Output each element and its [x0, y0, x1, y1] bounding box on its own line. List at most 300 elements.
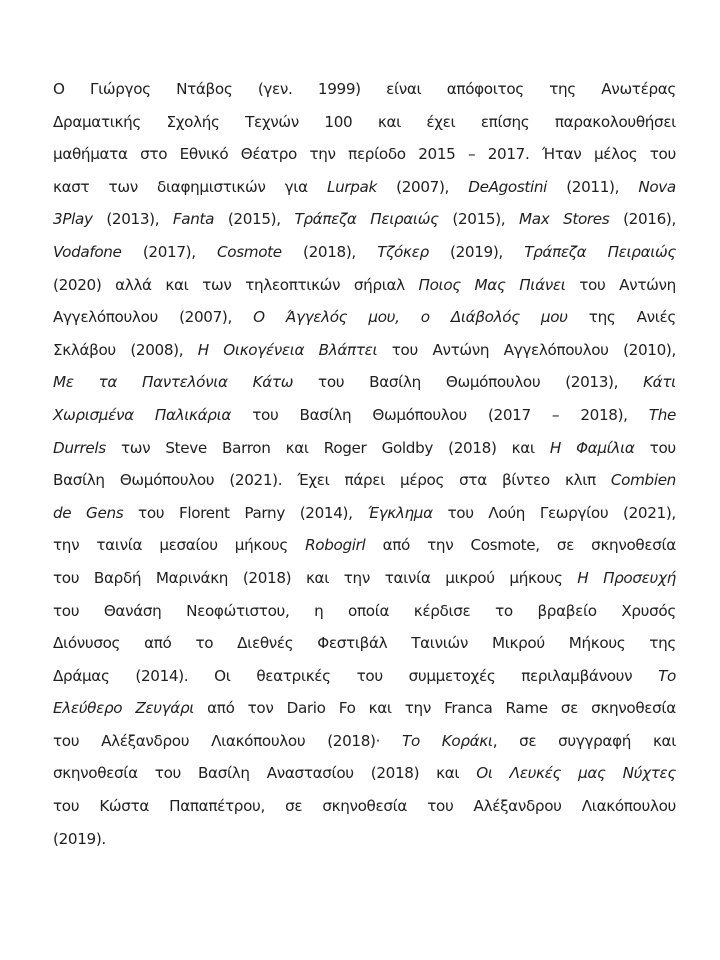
- word: [327, 725, 380, 758]
- text-run: απόφοιτος: [446, 80, 524, 98]
- word: [309, 138, 335, 171]
- italic-title: Χωρισμένα: [53, 405, 134, 424]
- word: [214, 660, 230, 693]
- word: [96, 529, 142, 562]
- line-words: [53, 138, 676, 171]
- word: [578, 757, 606, 790]
- word: [577, 562, 588, 595]
- text-run: (2021).: [229, 471, 283, 490]
- word: [173, 203, 214, 236]
- line-words: [53, 399, 676, 432]
- text-run: και: [165, 275, 189, 294]
- word: [286, 301, 347, 334]
- text-run: (2017),: [142, 242, 196, 261]
- text-run: Μικρού: [491, 634, 545, 653]
- word: [165, 269, 188, 302]
- line-words: [53, 73, 676, 106]
- italic-title: Πιάνει: [519, 275, 566, 294]
- word: [267, 757, 354, 790]
- word: [542, 138, 581, 171]
- text-run: (2008),: [130, 340, 184, 359]
- text-line: [53, 203, 676, 236]
- word: [519, 269, 565, 302]
- word: [207, 692, 234, 725]
- text-run: Λούη: [488, 503, 526, 522]
- word: [558, 725, 631, 758]
- text-run: Steve: [165, 438, 207, 457]
- text-run: του: [53, 731, 80, 750]
- italic-title: Άγγελός: [285, 308, 348, 327]
- text-run: σε: [560, 699, 579, 718]
- italic-title: Η: [577, 568, 589, 587]
- text-run: μήκους: [509, 568, 563, 587]
- word: [253, 301, 265, 334]
- text-run: (2018),: [303, 242, 356, 261]
- word: [99, 790, 149, 823]
- word: [565, 366, 618, 399]
- text-run: (2007),: [396, 177, 450, 196]
- text-run: (2018): [242, 568, 292, 587]
- word: [502, 464, 550, 497]
- text-run: τον: [247, 699, 274, 718]
- text-run: Μαρινάκη: [155, 568, 229, 587]
- word: [159, 529, 217, 562]
- text-run: Florent: [178, 503, 230, 522]
- text-run: (2011),: [566, 177, 620, 196]
- text-run: πάρει: [344, 471, 385, 490]
- word: [115, 269, 152, 302]
- italic-title: Durrels: [53, 438, 106, 457]
- text-run: 2017.: [487, 145, 530, 164]
- text-run: Ήταν: [541, 145, 582, 164]
- italic-title: Η: [197, 340, 209, 359]
- word: [576, 432, 634, 465]
- text-run: ταινία: [384, 568, 431, 587]
- text-run: Δράμας: [53, 666, 110, 685]
- text-run: σκηνοθεσία: [322, 797, 408, 816]
- italic-title: Το: [402, 731, 420, 750]
- italic-title: Η: [549, 438, 561, 457]
- word: [594, 138, 637, 171]
- word: [303, 236, 356, 269]
- text-run: στα: [459, 471, 487, 490]
- italic-title: Με: [53, 373, 74, 392]
- word: [90, 73, 151, 106]
- text-run: των: [202, 275, 232, 294]
- word: [565, 464, 596, 497]
- text-line: [53, 692, 676, 725]
- text-run: βραβείο: [537, 601, 597, 620]
- word: [649, 399, 676, 432]
- text-run: κέρδισε: [413, 601, 471, 620]
- word: [144, 627, 171, 660]
- line-words: [53, 562, 676, 595]
- word: [305, 529, 365, 562]
- word: [623, 203, 676, 236]
- text-run: (2007),: [179, 308, 232, 327]
- word: [541, 301, 568, 334]
- italic-title: μου,: [368, 308, 400, 327]
- word: [53, 399, 134, 432]
- text-run: και: [511, 438, 535, 457]
- word: [409, 660, 496, 693]
- text-run: Αλέξανδρου: [101, 731, 190, 750]
- word: [235, 529, 288, 562]
- word: [202, 269, 231, 302]
- word: [186, 595, 289, 628]
- text-run: Κώστα: [99, 797, 150, 816]
- text-run: Parny: [244, 503, 285, 522]
- text-run: ,: [492, 731, 498, 750]
- line-words: [53, 757, 676, 790]
- word: [223, 334, 304, 367]
- word: [53, 301, 158, 334]
- word: [450, 236, 503, 269]
- text-run: (2021),: [623, 503, 676, 522]
- word: [53, 562, 79, 595]
- text-run: Dario: [286, 699, 326, 718]
- word: [53, 106, 141, 139]
- text-run: (2018)·: [327, 731, 381, 750]
- word: [258, 73, 293, 106]
- word: [370, 203, 438, 236]
- word: [198, 334, 209, 367]
- word: [241, 138, 297, 171]
- word: [552, 399, 559, 432]
- text-run: Ανιές: [636, 308, 676, 327]
- text-run: του: [356, 666, 383, 685]
- italic-title: Max: [519, 210, 550, 229]
- text-run: μαθήματα: [53, 145, 128, 164]
- word: [285, 171, 308, 204]
- text-run: (γεν.: [257, 80, 293, 98]
- text-run: και: [305, 568, 330, 587]
- word: [165, 432, 207, 465]
- line-words: [53, 301, 676, 334]
- italic-title: Φαμίλια: [576, 438, 635, 457]
- text-run: κλιπ: [564, 471, 596, 490]
- text-run: (2017: [487, 405, 531, 424]
- text-run: Μήκους: [568, 634, 626, 653]
- word: [53, 725, 79, 758]
- text-run: παρακολουθήσει: [554, 112, 676, 131]
- text-run: βίντεο: [501, 471, 550, 490]
- italic-title: Πειραιώς: [370, 210, 439, 229]
- text-line: [53, 432, 676, 465]
- word: [603, 562, 676, 595]
- word: [120, 464, 214, 497]
- text-run: Χρυσός: [621, 601, 676, 620]
- italic-title: Combien: [610, 471, 676, 490]
- word: [53, 627, 120, 660]
- text-run: από: [207, 699, 235, 718]
- word: [621, 595, 676, 628]
- word: [421, 301, 430, 334]
- word: [372, 399, 466, 432]
- text-run: σκηνοθεσία: [591, 699, 676, 718]
- text-run: –: [551, 405, 560, 424]
- word: [470, 529, 539, 562]
- word: [53, 529, 79, 562]
- italic-title: ο: [420, 308, 430, 327]
- word: [245, 269, 340, 302]
- word: [195, 627, 213, 660]
- text-run: το: [495, 601, 513, 620]
- text-line: [53, 138, 676, 171]
- line-words: [53, 790, 676, 823]
- text-line: [53, 301, 676, 334]
- text-run: μεσαίου: [159, 536, 218, 555]
- text-run: και: [368, 699, 392, 718]
- line-words: [53, 627, 676, 660]
- text-run: Ανωτέρας: [601, 80, 676, 98]
- word: [294, 203, 356, 236]
- word: [179, 301, 232, 334]
- line-words: [53, 171, 676, 204]
- text-run: Franca: [444, 699, 493, 718]
- text-run: περιλαμβάνουν: [521, 666, 633, 685]
- italic-title: Vodafone: [53, 242, 122, 261]
- word: [549, 73, 576, 106]
- text-run: (2018): [448, 438, 497, 457]
- word: [244, 497, 285, 530]
- word: [86, 497, 123, 530]
- word: [348, 138, 406, 171]
- text-run: Γιώργος: [90, 80, 151, 98]
- word: [550, 432, 561, 465]
- word: [446, 366, 540, 399]
- biography-paragraph: [53, 73, 676, 855]
- word: [650, 138, 676, 171]
- text-run: σκηνοθεσία: [53, 764, 138, 783]
- word: [53, 236, 122, 269]
- word: [166, 106, 219, 139]
- word: [318, 73, 361, 106]
- word: [521, 660, 632, 693]
- text-run: συμμετοχές: [408, 666, 496, 685]
- line-words: [53, 334, 676, 367]
- word: [601, 73, 676, 106]
- word: [510, 757, 561, 790]
- word: [135, 660, 188, 693]
- text-run: Θωμόπουλου: [372, 405, 467, 424]
- italic-title: Οικογένεια: [223, 340, 305, 359]
- italic-title: μου: [540, 308, 568, 327]
- word: [217, 236, 282, 269]
- text-run: μικρού: [445, 568, 495, 587]
- text-run: το: [195, 634, 214, 653]
- italic-title: Ποιος: [418, 275, 461, 294]
- word: [368, 301, 399, 334]
- line-words: [53, 236, 676, 269]
- word: [475, 269, 506, 302]
- word: [344, 562, 370, 595]
- italic-title: Βλάπτει: [318, 340, 378, 359]
- word: [419, 269, 461, 302]
- word: [481, 106, 530, 139]
- text-run: Rame: [505, 699, 548, 718]
- word: [658, 660, 676, 693]
- text-run: Σχολής: [166, 112, 220, 131]
- word: [382, 432, 433, 465]
- text-run: Fo: [338, 699, 356, 718]
- word: [611, 464, 676, 497]
- text-run: του: [318, 373, 345, 392]
- word: [140, 138, 167, 171]
- italic-title: Ελεύθερο: [53, 699, 123, 718]
- word: [142, 366, 228, 399]
- text-run: –: [467, 145, 476, 164]
- word: [623, 497, 676, 530]
- text-run: του: [53, 568, 80, 587]
- word: [286, 432, 309, 465]
- text-run: του: [53, 601, 80, 620]
- word: [591, 529, 676, 562]
- word: [53, 464, 105, 497]
- italic-title: Ζευγάρι: [135, 699, 195, 718]
- word: [447, 73, 524, 106]
- word: [106, 203, 159, 236]
- word: [228, 203, 281, 236]
- line-words: [53, 366, 676, 399]
- word: [402, 725, 420, 758]
- italic-title: Fanta: [172, 210, 215, 229]
- text-run: Ντάβος: [176, 80, 233, 98]
- text-run: μέλος: [593, 145, 638, 164]
- text-run: ταινία: [96, 536, 143, 555]
- text-run: του: [649, 438, 676, 457]
- text-run: Έχει: [297, 471, 330, 490]
- word: [468, 171, 547, 204]
- word: [53, 757, 138, 790]
- word: [426, 106, 455, 139]
- italic-title: μας: [578, 764, 606, 783]
- text-run: (2019).: [53, 829, 106, 848]
- text-run: Αγγελόπουλου: [503, 340, 609, 359]
- word: [506, 692, 548, 725]
- word: [579, 269, 605, 302]
- word: [53, 497, 71, 530]
- word: [445, 562, 494, 595]
- italic-title: DeAgostini: [468, 177, 548, 196]
- word: [451, 301, 520, 334]
- word: [53, 692, 122, 725]
- text-run: του: [138, 503, 165, 522]
- text-run: Νεοφώτιστου,: [186, 601, 290, 620]
- word: [138, 497, 164, 530]
- text-run: Εθνικό: [179, 145, 229, 164]
- text-run: τηλεοπτικών: [245, 275, 341, 294]
- word: [649, 627, 676, 660]
- italic-title: Gens: [86, 503, 124, 522]
- word: [53, 138, 128, 171]
- word: [285, 790, 302, 823]
- text-run: και: [377, 112, 401, 131]
- text-run: έχει: [426, 112, 456, 131]
- word: [459, 464, 487, 497]
- word: [53, 73, 65, 106]
- text-run: του: [53, 797, 80, 816]
- text-run: μέρος: [400, 471, 445, 490]
- word: [367, 497, 432, 530]
- word: [444, 692, 492, 725]
- word: [345, 464, 385, 497]
- italic-title: Μας: [474, 275, 506, 294]
- line-words: [53, 725, 676, 758]
- word: [94, 562, 141, 595]
- text-line: [53, 236, 676, 269]
- text-run: Τεχνών: [245, 112, 299, 131]
- text-run: για: [284, 177, 308, 196]
- text-run: Θωμόπουλου: [119, 471, 215, 490]
- text-run: Goldby: [381, 438, 434, 457]
- word: [476, 757, 492, 790]
- text-run: Διεθνές: [237, 634, 294, 653]
- word: [427, 529, 453, 562]
- word: [512, 432, 535, 465]
- word: [256, 660, 330, 693]
- text-line: [53, 106, 676, 139]
- text-line: [53, 366, 676, 399]
- word: [492, 627, 545, 660]
- text-run: και: [652, 731, 676, 750]
- word: [53, 790, 79, 823]
- text-run: του: [154, 764, 181, 783]
- word: [306, 562, 329, 595]
- word: [53, 269, 101, 302]
- text-run: (2015),: [227, 210, 281, 229]
- text-run: (2013),: [106, 210, 160, 229]
- word: [385, 562, 431, 595]
- word: [243, 562, 291, 595]
- italic-title: Nova: [638, 177, 676, 196]
- word: [436, 757, 459, 790]
- word: [211, 725, 305, 758]
- text-run: καστ: [53, 177, 90, 196]
- word: [222, 432, 270, 465]
- text-line: [53, 725, 676, 758]
- word: [619, 269, 676, 302]
- word: [537, 595, 596, 628]
- word: [53, 432, 106, 465]
- word: [53, 660, 110, 693]
- word: [237, 627, 293, 660]
- word: [561, 692, 578, 725]
- text-run: Βασίλη: [53, 471, 105, 490]
- word: [248, 692, 274, 725]
- text-run: των: [108, 177, 138, 196]
- word: [252, 399, 278, 432]
- text-run: (2013),: [565, 373, 619, 392]
- word: [101, 725, 189, 758]
- line-words: [53, 660, 676, 693]
- line-words: [53, 432, 676, 465]
- italic-title: Νύχτες: [622, 764, 676, 783]
- word: [623, 757, 676, 790]
- text-run: του: [252, 405, 279, 424]
- word: [563, 203, 609, 236]
- text-run: του: [391, 340, 418, 359]
- text-run: (2014).: [135, 666, 189, 685]
- italic-title: Κάτι: [643, 373, 676, 392]
- word: [53, 595, 79, 628]
- word: [121, 432, 150, 465]
- italic-title: Κοράκι: [441, 731, 493, 750]
- word: [156, 562, 228, 595]
- word: [198, 757, 250, 790]
- word: [155, 757, 181, 790]
- text-run: των: [120, 438, 151, 457]
